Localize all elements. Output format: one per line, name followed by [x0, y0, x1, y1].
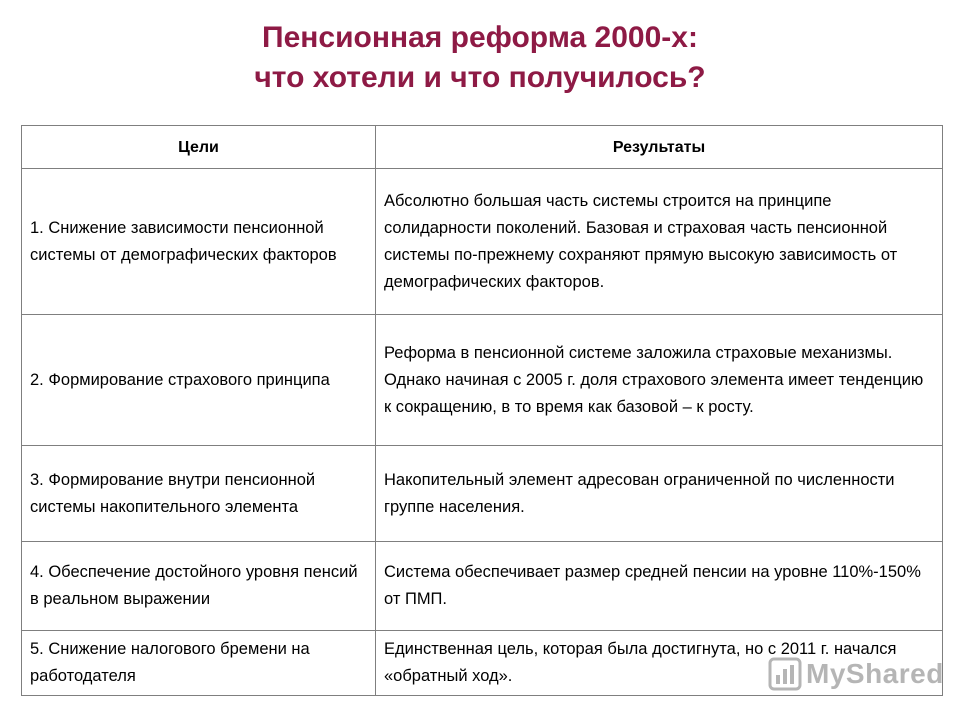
header-results: Результаты [376, 126, 943, 169]
table-header-row [22, 126, 943, 169]
result-cell: Единственная цель, которая была достигнута, но с 2011 г. начался «обратный ход». [376, 631, 943, 696]
slide-title [0, 18, 960, 98]
table-row [22, 542, 943, 631]
header-goals: Цели [22, 126, 376, 169]
result-cell: Система обеспечивает размер средней пенсии на уровне 110%-150% от ПМП. [376, 542, 943, 631]
goals-results-table [21, 125, 943, 696]
table-row [22, 446, 943, 542]
result-cell: Абсолютно большая часть системы строится на принципе солидарности поколений. Базовая и страховая часть пенсионной системы по-прежнему сохраняют прямую высокую зависимость от демографических факторов. [376, 169, 943, 315]
table-row [22, 169, 943, 315]
goal-cell: 4. Обеспечение достойного уровня пенсий в реальном выражении [22, 542, 376, 631]
goal-cell: 3. Формирование внутри пенсионной системы накопительного элемента [22, 446, 376, 542]
table-row [22, 315, 943, 446]
goal-cell: 1. Снижение зависимости пенсионной системы от демографических факторов [22, 169, 376, 315]
result-cell: Реформа в пенсионной системе заложила страховые механизмы. Однако начиная с 2005 г. доля страхового элемента имеет тенденцию к сокращению, в то время как базовой – к росту. [376, 315, 943, 446]
goal-cell: 5. Снижение налогового бремени на работодателя [22, 631, 376, 696]
slide-title-line-1: Пенсионная реформа 2000-х: [262, 21, 698, 54]
result-cell: Накопительный элемент адресован ограниченной по численности группе населения. [376, 446, 943, 542]
slide-title-line-2: что хотели и что получилось? [254, 61, 706, 94]
goal-cell: 2. Формирование страхового принципа [22, 315, 376, 446]
watermark-text: MyShared [806, 658, 944, 689]
table-row [22, 631, 943, 696]
